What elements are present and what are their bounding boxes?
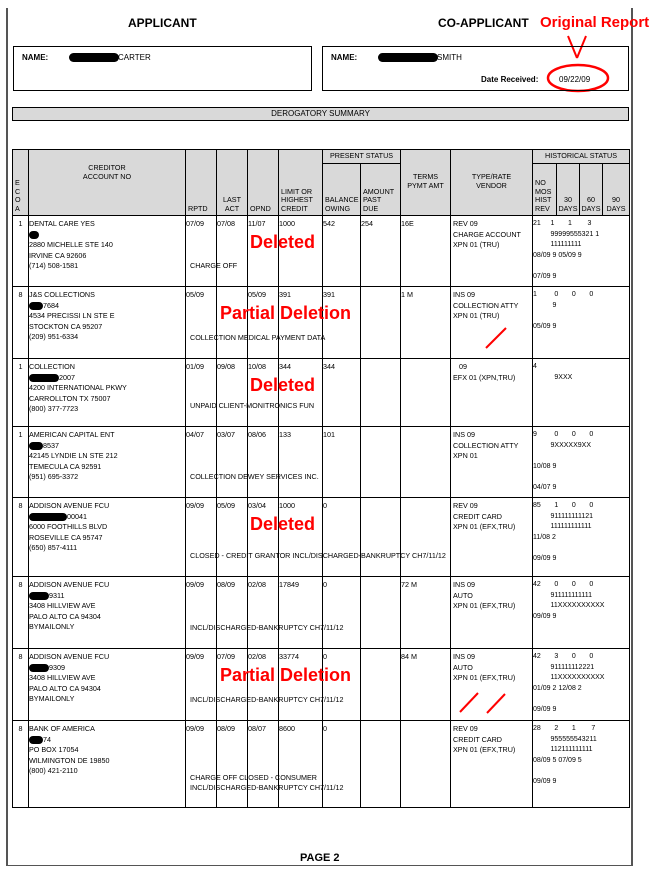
rptd-value: 09/09 (186, 724, 204, 733)
past-due-cell (361, 427, 401, 498)
creditor-address-line2: ROSEVILLE CA 95747 (29, 532, 103, 542)
type-rate: INS 09 (453, 652, 475, 661)
creditor-cell (29, 498, 186, 577)
creditor-name: BANK OF AMERICA (29, 724, 95, 733)
terms-cell (401, 721, 451, 808)
terms-cell (401, 498, 451, 577)
ecoa-cell: 8 (13, 721, 29, 808)
creditor-address-line1: 3408 HILLVIEW AVE (29, 673, 96, 682)
creditor-name: ADDISON AVENUE FCU (29, 501, 110, 510)
creditor-cell (29, 427, 186, 498)
rptd-value: 09/09 (186, 501, 204, 510)
creditor-name: AMERICAN CAPITAL ENT (29, 430, 115, 439)
col-creditor: CREDITOR ACCOUNT NO (29, 150, 186, 216)
deletion-annotation: Deleted (250, 374, 316, 395)
limit-cell: 1000 (279, 216, 323, 287)
historical-status-cell: 21 1 1 3 99999555321 1 111111111 08/09 9 05/09 9 07/09 9 (533, 216, 630, 287)
past-due-cell (361, 577, 401, 649)
type-cell (451, 359, 533, 427)
opnd-cell: 05/09 (248, 287, 279, 359)
deletion-annotation: Partial Deletion (220, 302, 352, 323)
creditor-phone: BYMAILONLY (29, 622, 75, 631)
creditor-address-line1: PO BOX 17054 (29, 745, 79, 754)
rptd-value: 01/09 (186, 362, 204, 371)
date-received-value: 09/22/09 (559, 75, 591, 84)
rptd-value: 09/09 (186, 652, 204, 661)
applicant-name-box (13, 46, 312, 91)
vendor: XPN 01 (TRU) (453, 240, 500, 249)
type-cell (451, 577, 533, 649)
coapplicant-name: SMITH (437, 53, 462, 62)
col-limit: LIMIT OR HIGHEST CREDIT (279, 150, 323, 216)
vendor: EFX 01 (XPN,TRU) (453, 372, 516, 382)
coapplicant-name-box (322, 46, 629, 91)
account-suffix: 8537 (43, 440, 59, 450)
creditor-cell (29, 287, 186, 359)
past-due-cell (361, 649, 401, 721)
account-number (29, 441, 185, 452)
opnd-cell: 11/07 (248, 216, 279, 287)
creditor-cell (29, 216, 186, 287)
group-present-status: PRESENT STATUS (323, 150, 401, 164)
opnd-cell: 08/07 (248, 721, 279, 808)
account-number (29, 735, 185, 746)
applicant-heading: APPLICANT (128, 16, 197, 30)
limit-cell: 344 (279, 359, 323, 427)
type-cell (451, 216, 533, 287)
creditor-address-line2: IRVINE CA 92606 (29, 250, 87, 260)
last-act-cell: 05/09 (217, 498, 248, 577)
redacted-block (29, 442, 43, 450)
col-rptd: RPTD (186, 150, 217, 216)
terms-cell (401, 427, 451, 498)
opnd-cell: 10/08 (248, 359, 279, 427)
redacted-block (29, 231, 39, 239)
applicant-name: CARTER (118, 53, 151, 62)
opnd-cell: 03/04 (248, 498, 279, 577)
account-suffix: 2007 (59, 372, 75, 382)
past-due-cell (361, 287, 401, 359)
creditor-address-line2: TEMECULA CA 92591 (29, 461, 102, 471)
ecoa-cell: 1 (13, 427, 29, 498)
terms-cell: 16E (401, 216, 451, 287)
vendor: XPN 01 (453, 451, 478, 460)
col-balance: BALANCE OWING (323, 164, 361, 216)
creditor-address-line2: WILMINGTON DE 19850 (29, 755, 110, 765)
table-row (13, 359, 630, 427)
type-cell (451, 649, 533, 721)
redacted-block (29, 592, 49, 600)
vendor: XPN 01 (EFX,TRU) (453, 745, 516, 754)
type-cell (451, 721, 533, 808)
balance-cell: 0 (323, 498, 361, 577)
last-act-cell: 03/07 (217, 427, 248, 498)
past-due-cell (361, 498, 401, 577)
creditor-phone: (800) 421-2110 (29, 766, 78, 775)
col-hist-mos: NO MOS HIST REV (533, 164, 557, 216)
creditor-address-line1: 42145 LYNDIE LN STE 212 (29, 451, 118, 460)
last-act-cell: 09/08 (217, 359, 248, 427)
type-rate: INS 09 (453, 580, 475, 589)
ecoa-cell: 8 (13, 287, 29, 359)
limit-cell: 1000 (279, 498, 323, 577)
type-description: CREDIT CARD (453, 511, 503, 521)
rptd-value: 04/07 (186, 430, 204, 439)
redacted-block (29, 664, 49, 672)
creditor-phone: (209) 951-6334 (29, 332, 79, 341)
last-act-cell: 07/09 (217, 649, 248, 721)
terms-cell: 84 M (401, 649, 451, 721)
creditor-name: J&S COLLECTIONS (29, 290, 95, 299)
last-act-cell: 08/09 (217, 577, 248, 649)
redacted-block (69, 53, 119, 62)
account-suffix: 00041 (67, 511, 87, 521)
balance-cell: 542 (323, 216, 361, 287)
account-suffix: 74 (43, 734, 51, 744)
balance-cell: 344 (323, 359, 361, 427)
limit-cell: 17849 (279, 577, 323, 649)
past-due-cell (361, 359, 401, 427)
col-past-due: AMOUNT PAST DUE (361, 164, 401, 216)
remark-text: INCL/DISCHARGED-BANKRUPTCY CH7/11/12 (190, 695, 344, 704)
derogatory-table (12, 149, 630, 808)
account-number (29, 512, 185, 523)
creditor-name: ADDISON AVENUE FCU (29, 580, 110, 589)
type-description: AUTO (453, 590, 473, 600)
limit-cell: 391 (279, 287, 323, 359)
account-suffix: 7684 (43, 300, 59, 310)
type-description: COLLECTION ATTY (453, 440, 519, 450)
deletion-annotation: Deleted (250, 513, 316, 534)
creditor-name: DENTAL CARE YES (29, 219, 95, 228)
remark-text: COLLECTION DEWEY SERVICES INC. (190, 472, 319, 481)
table-row (13, 427, 630, 498)
remark-text: CHARGE OFF CLOSED - CONSUMER (190, 773, 317, 782)
redacted-block (29, 302, 43, 310)
historical-status-cell: 4 9XXX (533, 359, 630, 427)
type-cell (451, 498, 533, 577)
creditor-address-line1: 4534 PRECISSI LN STE E (29, 311, 115, 320)
creditor-name: COLLECTION (29, 362, 75, 371)
balance-cell: 0 (323, 577, 361, 649)
account-suffix: 9309 (49, 662, 65, 672)
type-rate: REV 09 (453, 501, 478, 510)
creditor-address-line1: 3408 HILLVIEW AVE (29, 601, 96, 610)
account-suffix: 9311 (49, 590, 65, 600)
rptd-value: 05/09 (186, 290, 204, 299)
balance-cell: 0 (323, 649, 361, 721)
creditor-address-line2: PALO ALTO CA 94304 (29, 683, 101, 693)
creditor-phone: (800) 377-7723 (29, 404, 79, 413)
balance-cell: 0 (323, 721, 361, 808)
col-90-days: 90 DAYS (603, 164, 630, 216)
col-ecoa: E C O A (13, 150, 29, 216)
table-row (13, 216, 630, 287)
table-row (13, 498, 630, 577)
rptd-value: 09/09 (186, 580, 204, 589)
creditor-address-line2: PALO ALTO CA 94304 (29, 611, 101, 621)
account-number (29, 663, 185, 674)
ecoa-cell: 8 (13, 649, 29, 721)
creditor-phone: (650) 857-4111 (29, 543, 78, 552)
balance-cell: 391 (323, 287, 361, 359)
vendor: XPN 01 (TRU) (453, 311, 500, 320)
opnd-cell: 02/08 (248, 649, 279, 721)
vendor: XPN 01 (EFX,TRU) (453, 601, 516, 610)
remark-text-2: INCL/DISCHARGED-BANKRUPTCY CH7/11/12 (190, 783, 344, 792)
historical-status-cell: 1 0 0 0 9 05/09 9 (533, 287, 630, 359)
historical-status-cell: 85 1 0 0 911111111121 111111111111 11/08 2 09/09 9 (533, 498, 630, 577)
redacted-block (29, 736, 43, 744)
redacted-block (378, 53, 438, 62)
type-rate: 09 (453, 362, 468, 371)
ecoa-cell: 8 (13, 498, 29, 577)
remark-text: CHARGE OFF (190, 261, 238, 270)
last-act-cell: 07/08 (217, 216, 248, 287)
account-number (29, 230, 185, 241)
type-rate: REV 09 (453, 724, 478, 733)
rptd-value: 07/09 (186, 219, 204, 228)
past-due-cell: 254 (361, 216, 401, 287)
type-rate: INS 09 (453, 430, 475, 439)
col-type: TYPE/RATE VENDOR (451, 150, 533, 216)
creditor-cell (29, 649, 186, 721)
creditor-cell (29, 721, 186, 808)
past-due-cell (361, 721, 401, 808)
col-terms: TERMS PYMT AMT (401, 150, 451, 216)
coapplicant-name-label: NAME: (331, 53, 358, 62)
group-historical-status: HISTORICAL STATUS (533, 150, 630, 164)
deletion-annotation: Deleted (250, 231, 316, 252)
opnd-cell: 08/06 (248, 427, 279, 498)
col-opnd: OPND (248, 150, 279, 216)
creditor-address-line2: STOCKTON CA 95207 (29, 321, 103, 331)
ecoa-cell: 1 (13, 359, 29, 427)
account-number (29, 373, 185, 384)
type-rate: INS 09 (453, 290, 475, 299)
limit-cell: 133 (279, 427, 323, 498)
remark-text: CLOSED - CREDIT GRANTOR INCL/DISCHARGED-BANKRUPTCY CH7/11/12 (190, 551, 446, 560)
date-received-label: Date Received: (481, 75, 539, 84)
table-row (13, 577, 630, 649)
historical-status-cell: 9 0 0 0 9XXXXX9XX 10/08 9 04/07 9 (533, 427, 630, 498)
opnd-cell: 02/08 (248, 577, 279, 649)
deletion-annotation: Partial Deletion (220, 664, 352, 685)
col-60-days: 60 DAYS (580, 164, 603, 216)
creditor-phone: (714) 508-1581 (29, 261, 79, 270)
type-cell (451, 287, 533, 359)
redacted-block (29, 513, 67, 521)
col-last-act: LAST ACT (217, 150, 248, 216)
original-report-annotation: Original Report (540, 14, 650, 31)
historical-status-cell: 42 3 0 0 911111112221 11XXXXXXXXXX 01/09 2 12/08 2 09/09 9 (533, 649, 630, 721)
redacted-block (29, 374, 59, 382)
creditor-address-line1: 6000 FOOTHILLS BLVD (29, 522, 108, 531)
derogatory-summary-title: DEROGATORY SUMMARY (12, 107, 629, 121)
terms-cell: 72 M (401, 577, 451, 649)
limit-cell: 8600 (279, 721, 323, 808)
account-number (29, 301, 185, 312)
applicant-name-label: NAME: (22, 53, 49, 62)
ecoa-cell: 8 (13, 577, 29, 649)
type-cell (451, 427, 533, 498)
coapplicant-heading: CO-APPLICANT (438, 16, 529, 30)
balance-cell: 101 (323, 427, 361, 498)
creditor-cell (29, 359, 186, 427)
terms-cell: 1 M (401, 287, 451, 359)
type-description: CHARGE ACCOUNT (453, 229, 521, 239)
last-act-cell: 08/09 (217, 721, 248, 808)
creditor-phone: (951) 695-3372 (29, 472, 79, 481)
creditor-address-line1: 2880 MICHELLE STE 140 (29, 240, 113, 249)
creditor-name: ADDISON AVENUE FCU (29, 652, 110, 661)
remark-text: INCL/DISCHARGED-BANKRUPTCY CH7/11/12 (190, 623, 344, 632)
vendor: XPN 01 (EFX,TRU) (453, 673, 516, 682)
type-rate: REV 09 (453, 219, 478, 228)
type-description: CREDIT CARD (453, 734, 503, 744)
type-description: COLLECTION ATTY (453, 300, 519, 310)
historical-status-cell: 42 0 0 0 911111111111 11XXXXXXXXXX 09/09 9 (533, 577, 630, 649)
page-number: PAGE 2 (300, 852, 340, 864)
remark-text: COLLECTION MEDICAL PAYMENT DATA (190, 333, 326, 342)
vendor: XPN 01 (EFX,TRU) (453, 522, 516, 531)
account-number (29, 591, 185, 602)
col-30-days: 30 DAYS (557, 164, 580, 216)
ecoa-cell: 1 (13, 216, 29, 287)
creditor-cell (29, 577, 186, 649)
creditor-address-line2: CARROLLTON TX 75007 (29, 393, 111, 403)
type-description: AUTO (453, 662, 473, 672)
terms-cell (401, 359, 451, 427)
limit-cell: 33774 (279, 649, 323, 721)
remark-text: UNPAID CLIENT-MONITRONICS FUN (190, 401, 315, 410)
table-row (13, 721, 630, 808)
creditor-address-line1: 4200 INTERNATIONAL PKWY (29, 383, 127, 392)
historical-status-cell: 28 2 1 7 955555543211 112111111111 08/09 5 07/09 5 09/09 9 (533, 721, 630, 808)
creditor-phone: BYMAILONLY (29, 694, 75, 703)
